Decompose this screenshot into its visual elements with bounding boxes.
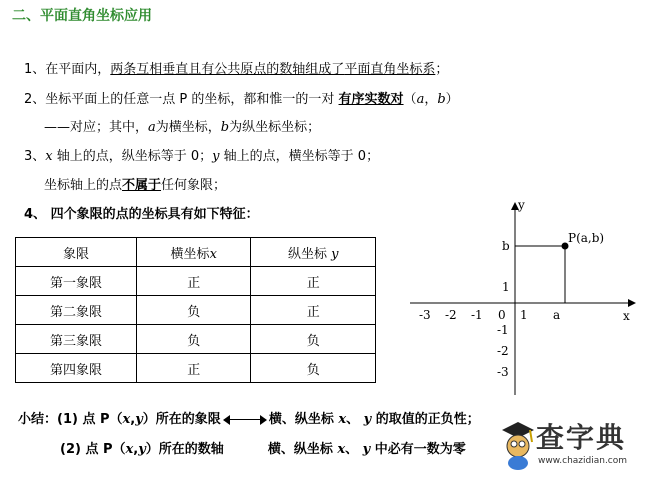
x-tick-neg2: -2 — [445, 308, 457, 322]
point-2-num: 2、 — [24, 92, 46, 107]
summary-2-e: ）所在的数轴 — [145, 442, 224, 457]
section-heading: 二、平面直角坐标应用 — [12, 8, 152, 24]
y-tick-neg3: -3 — [497, 365, 509, 379]
summary-1-f: 横、纵坐标 — [268, 412, 334, 427]
point-3-var-y: y — [212, 149, 220, 164]
point-1-term: 平面直角坐标系 — [344, 62, 436, 77]
summary-1-var-x2: x — [338, 412, 347, 427]
point-2b-text-a: ——对应；其中， — [44, 120, 149, 135]
point-2-comma: ， — [424, 92, 438, 107]
point-3-text-d: 轴上的点，横坐标等于 0； — [219, 149, 380, 164]
point-2-text-a: 坐标平面上的任意一点 P 的坐标，都和惟一的一对 — [45, 92, 339, 107]
header-y-label: 纵坐标 — [287, 246, 327, 262]
table-row — [16, 296, 376, 325]
point-3b-term: 不属于 — [122, 178, 162, 193]
point-3b-text-a: 坐标轴上的点 — [44, 178, 123, 193]
cell-x-sign: 正 — [137, 354, 251, 383]
cell-x-sign: 负 — [137, 325, 251, 354]
point-2-var-b: b — [437, 92, 446, 107]
summary-2-var-x: x — [125, 442, 134, 457]
y-tick-neg1: -1 — [497, 323, 509, 337]
y-tick-1: 1 — [502, 280, 510, 294]
watermark-logo — [498, 416, 648, 474]
cell-quadrant: 第二象限 — [16, 296, 137, 325]
cell-quadrant: 第四象限 — [16, 354, 137, 383]
x-tick-0: 0 — [498, 308, 506, 322]
point-2b-var-a: a — [148, 120, 156, 135]
point-2-continued — [44, 119, 320, 137]
point-3b-text-c: 任何象限； — [161, 178, 227, 193]
point-3-continued — [44, 177, 226, 195]
double-arrow-icon — [223, 414, 267, 426]
summary-1-j: 的取值的正负性； — [375, 412, 480, 427]
x-tick-1: 1 — [520, 308, 528, 322]
summary-1-a: 小结：(1) 点 P（ — [18, 412, 123, 427]
summary-2-var-x2: x — [337, 442, 346, 457]
summary-2-h: 、 — [345, 442, 359, 457]
cell-y-sign: 负 — [251, 325, 376, 354]
y-tick-neg2: -2 — [497, 344, 509, 358]
cell-y-sign: 正 — [251, 296, 376, 325]
cell-quadrant: 第三象限 — [16, 325, 137, 354]
point-2 — [24, 91, 459, 109]
cell-quadrant: 第一象限 — [16, 267, 137, 296]
x-tick-neg1: -1 — [471, 308, 483, 322]
point-3-var-x: x — [45, 149, 53, 164]
cell-x-sign: 正 — [137, 267, 251, 296]
summary-2-a: (2) 点 P（ — [60, 442, 126, 457]
summary-2-var-y: y — [138, 442, 146, 457]
cell-y-sign: 正 — [251, 267, 376, 296]
point-1-end: ； — [435, 62, 449, 77]
point-2-var-a: a — [416, 92, 425, 107]
summary-1-e: ）所在的象限 — [142, 412, 221, 427]
point-2b-text-c: 为横坐标， — [155, 120, 221, 135]
point-2b-var-b: b — [220, 120, 230, 135]
point-4: 4、 四个象限的点的坐标具有如下特征： — [24, 207, 259, 222]
summary-2-f: 横、纵坐标 — [267, 442, 333, 457]
point-1 — [24, 61, 448, 79]
mascot-icon — [498, 416, 538, 472]
point-2-paren-close: ） — [445, 92, 459, 107]
cell-x-sign: 负 — [137, 296, 251, 325]
summary-1-comma: , — [130, 412, 136, 427]
summary-1-var-x: x — [122, 412, 131, 427]
table-header-row — [16, 238, 376, 267]
header-y-var: y — [331, 246, 339, 262]
summary-2 — [60, 441, 466, 459]
point-3-num: 3、 — [24, 149, 46, 164]
summary-1-h: 、 — [346, 412, 360, 427]
header-quadrant: 象限 — [16, 238, 137, 267]
header-y — [251, 238, 376, 267]
coordinate-plane — [405, 195, 645, 410]
y-axis-label: y — [518, 198, 525, 212]
point-3-text-b: 轴上的点，纵坐标等于 0； — [52, 149, 213, 164]
point-2-paren-open: （ — [403, 92, 417, 107]
table-row — [16, 267, 376, 296]
b-label: b — [502, 239, 510, 253]
cell-y-sign: 负 — [251, 354, 376, 383]
point-2b-text-e: 为纵坐标坐标； — [229, 120, 321, 135]
summary-1-var-y: y — [135, 412, 143, 427]
summary-2-comma: , — [133, 442, 139, 457]
quadrant-table — [15, 237, 376, 383]
table-row — [16, 354, 376, 383]
summary-1 — [18, 411, 480, 429]
header-x-var: x — [209, 246, 217, 262]
table-row — [16, 325, 376, 354]
summary-1-var-y2: y — [363, 412, 372, 427]
a-label: a — [553, 308, 561, 322]
point-3 — [24, 148, 379, 166]
x-axis-label: x — [623, 309, 630, 323]
x-tick-neg3: -3 — [419, 308, 431, 322]
logo-url: www.chazidian.com — [538, 456, 628, 466]
summary-2-var-y2: y — [362, 442, 371, 457]
header-x — [137, 238, 251, 267]
summary-2-j: 中必有一数为零 — [374, 442, 466, 457]
point-2-term: 有序实数对 — [338, 92, 404, 107]
point-1-num: 1、 — [24, 62, 46, 77]
point-1-text-b: 两条互相垂直且有公共原点的数轴组成了 — [110, 62, 345, 77]
point-p-label: P(a,b) — [568, 231, 605, 245]
point-1-text-a: 在平面内， — [45, 62, 111, 77]
logo-text: 查字典 — [536, 421, 627, 454]
header-x-label: 横坐标 — [170, 246, 210, 262]
